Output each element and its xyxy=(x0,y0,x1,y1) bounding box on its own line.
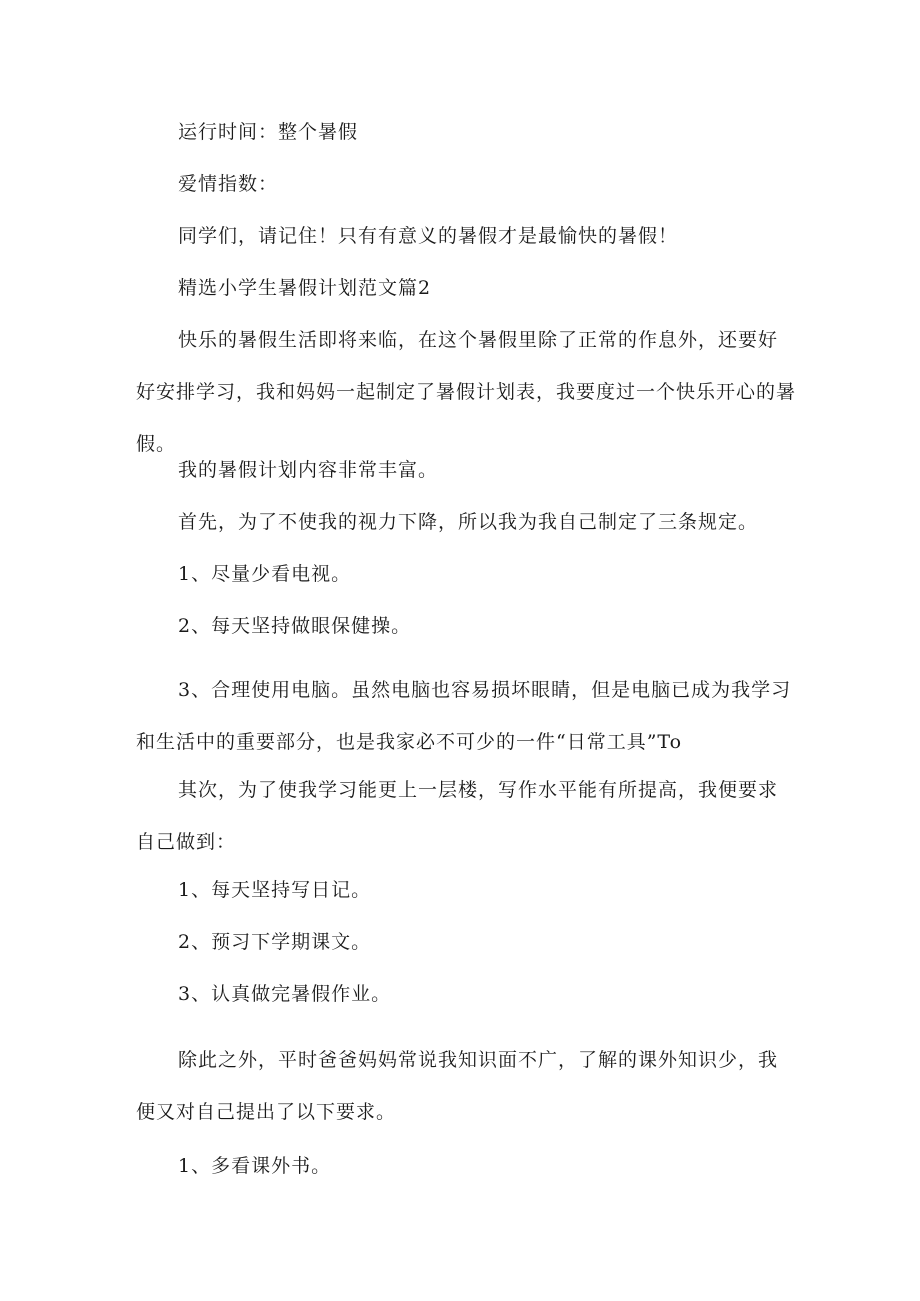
section-heading: 精选小学生暑假计划范文篇2 xyxy=(178,277,432,299)
paragraph-second: 其次，为了使我学习能更上一层楼，写作水平能有所提高，我便要求自己做到： xyxy=(136,779,779,853)
list-item: 3、合理使用电脑。虽然电脑也容易损坏眼睛，但是电脑已成为我学习和生活中的重要部分，也是我家必不可少的一件“日常工具”To xyxy=(136,679,792,753)
paragraph-first: 首先，为了不使我的视力下降，所以我为我自己制定了三条规定。 xyxy=(178,511,759,533)
list-item: 1、尽量少看电视。 xyxy=(178,563,352,585)
paragraph-plan-rich: 我的暑假计划内容非常丰富。 xyxy=(178,459,439,481)
paragraph-love-index: 爱情指数： xyxy=(178,173,279,195)
paragraph-reminder: 同学们，请记住！只有有意义的暑假才是最愉快的暑假！ xyxy=(178,225,679,247)
list-item: 3、认真做完暑假作业。 xyxy=(178,983,392,1005)
paragraph-besides: 除此之外，平时爸爸妈妈常说我知识面不广，了解的课外知识少，我便又对自己提出了以下要求。 xyxy=(136,1049,779,1123)
paragraph-intro: 快乐的暑假生活即将来临，在这个暑假里除了正常的作息外，还要好好安排学习，我和妈妈一起制定了暑假计划表，我要度过一个快乐开心的暑假。 xyxy=(136,329,797,455)
list-item: 1、每天坚持写日记。 xyxy=(178,879,372,901)
list-item: 2、每天坚持做眼保健操。 xyxy=(178,615,412,637)
list-item: 2、预习下学期课文。 xyxy=(178,931,372,953)
list-item: 1、多看课外书。 xyxy=(178,1155,332,1177)
paragraph-run-time: 运行时间：整个暑假 xyxy=(178,121,359,143)
